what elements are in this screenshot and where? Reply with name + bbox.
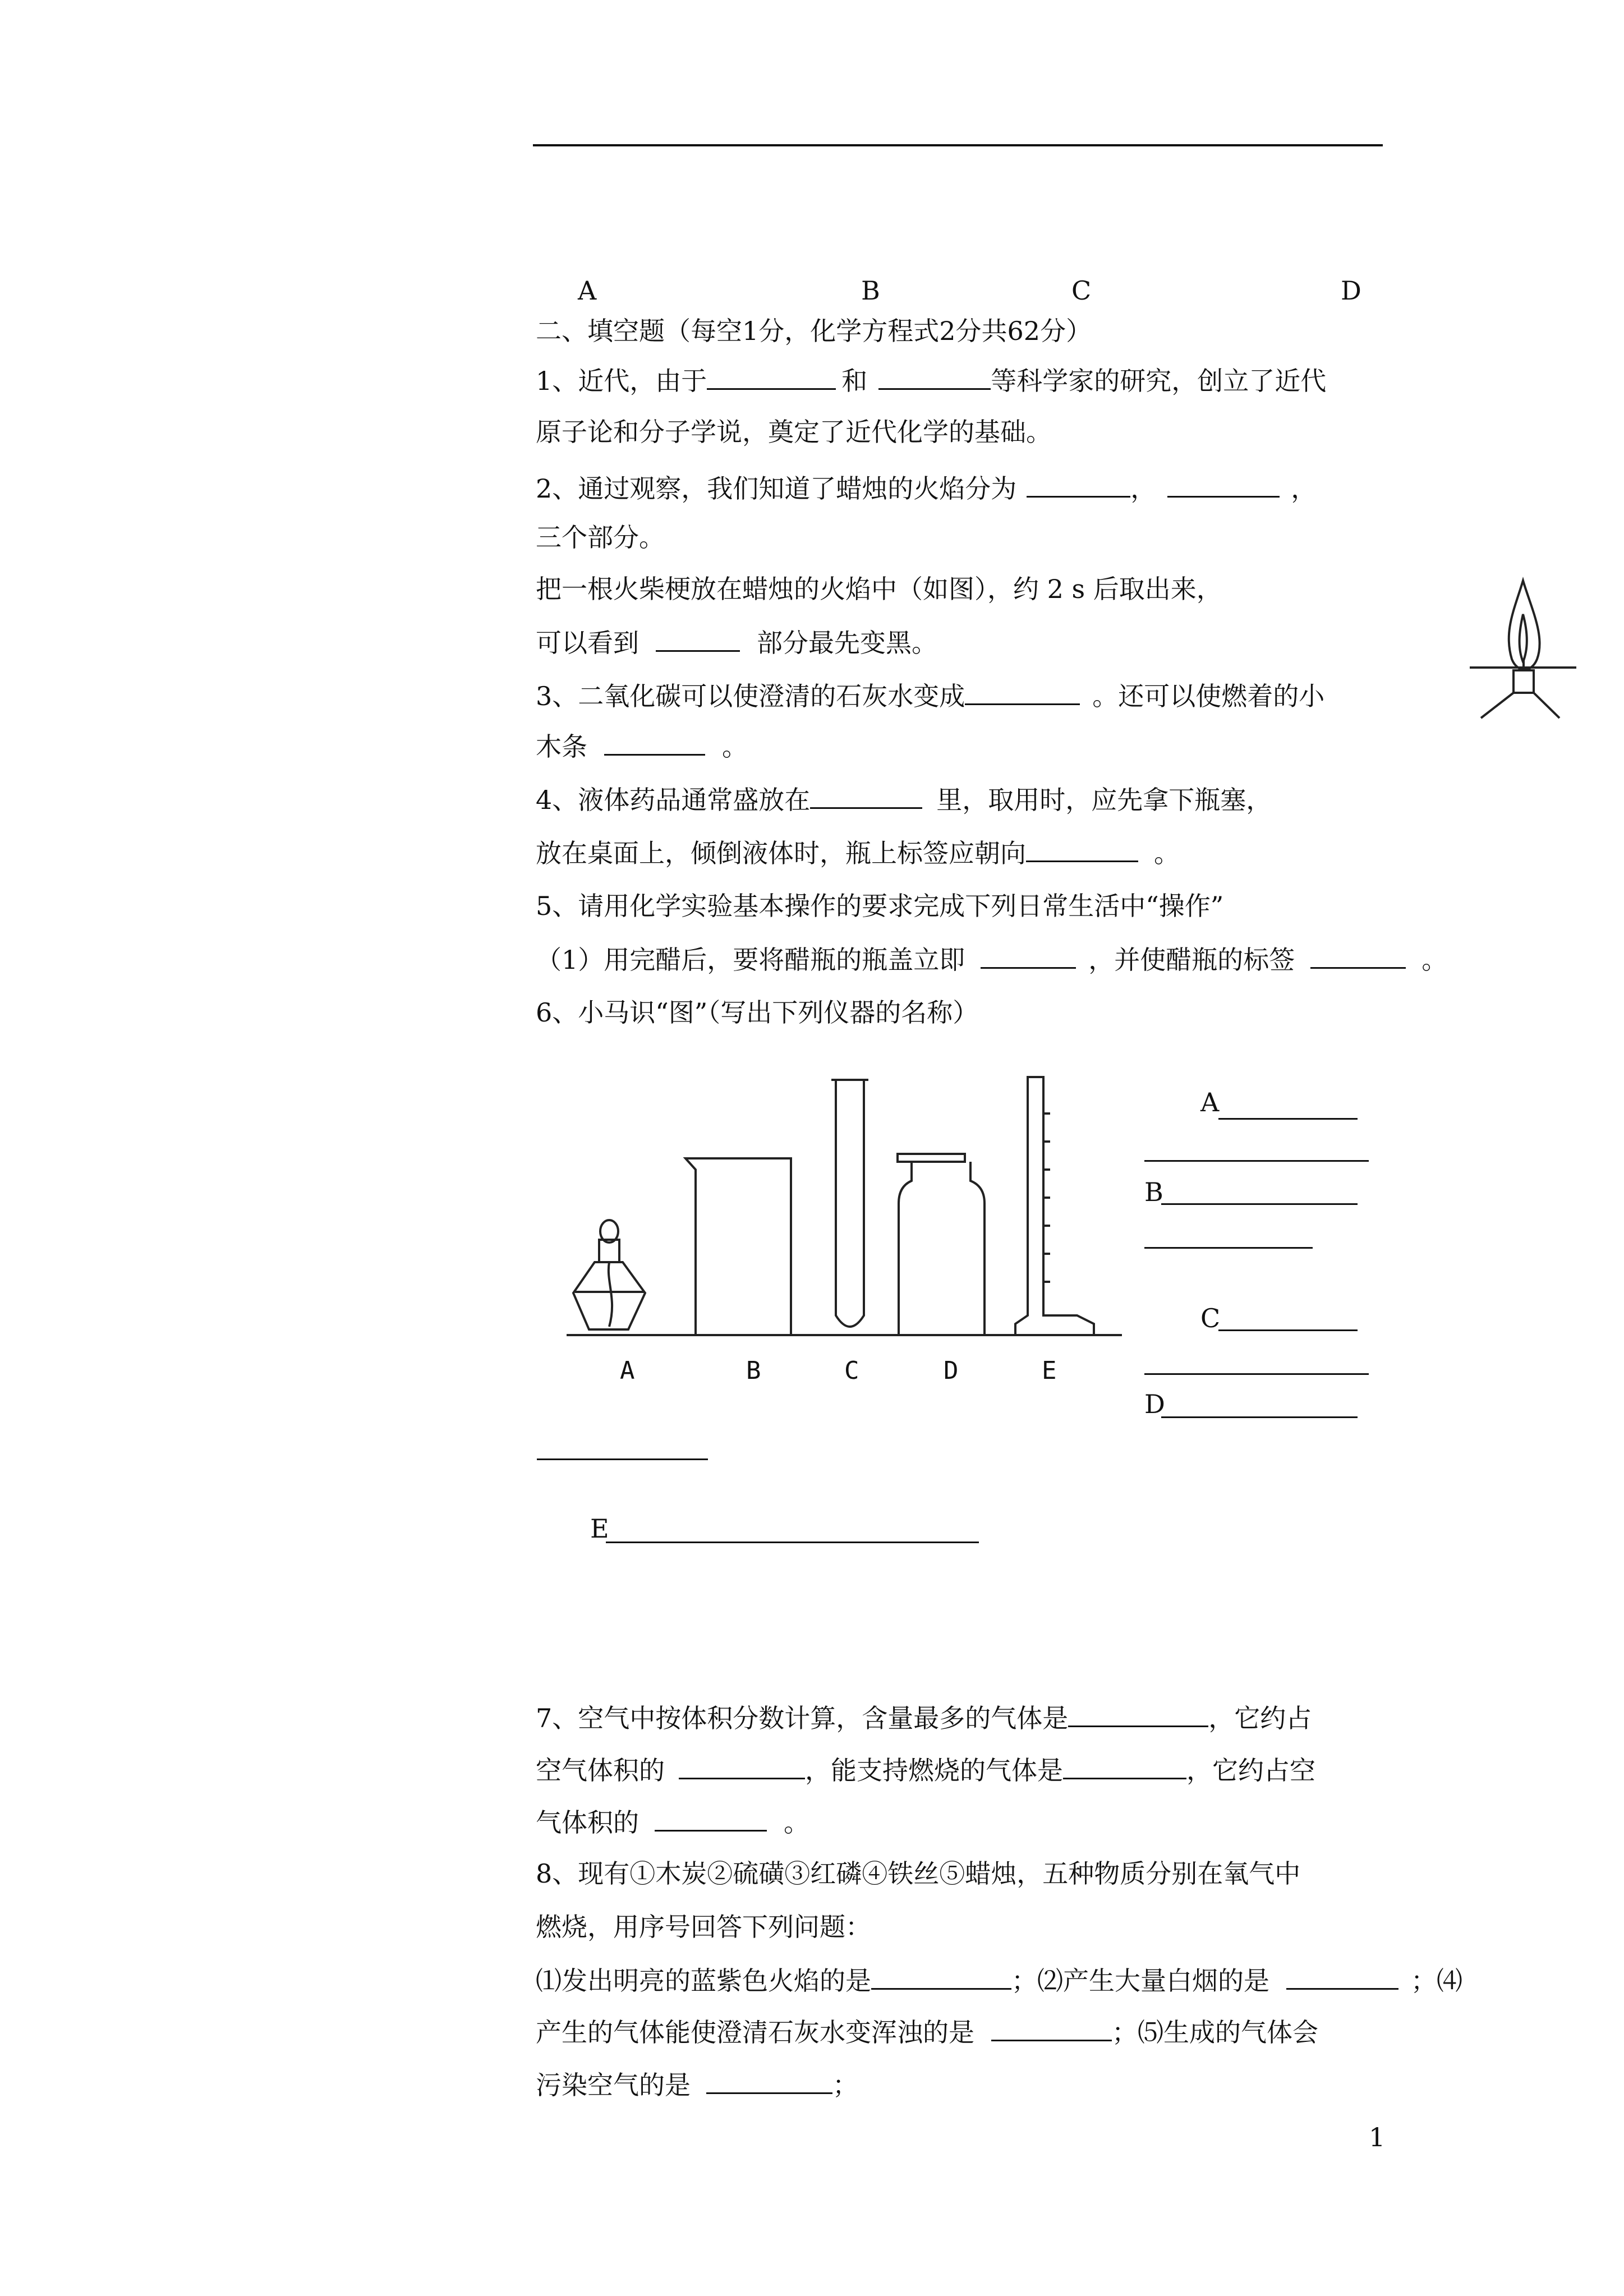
- choice-label-b: B: [861, 275, 880, 306]
- answer-blank[interactable]: [656, 625, 740, 652]
- question-2-line-3: 把一根火柴梗放在蜡烛的火焰中（如图），约 2 s 后取出来，: [536, 574, 1222, 604]
- section-title: 二、填空题（每空1分，化学方程式2分共62分）: [536, 316, 1092, 346]
- figure-label-c: C: [844, 1356, 859, 1385]
- question-8-line-3: ⑴发出明亮的蓝紫色火焰的是 ；⑵产生大量白烟的是 ；⑷: [536, 1963, 1462, 1998]
- answer-blank[interactable]: [810, 783, 922, 809]
- question-7-line-3: 气体积的 。: [536, 1805, 809, 1839]
- answer-blank-a-cont[interactable]: [1144, 1160, 1369, 1162]
- answer-blank-b-cont[interactable]: [1144, 1247, 1313, 1249]
- answer-blank[interactable]: [1310, 942, 1406, 969]
- question-2-line-2: 三个部分。: [536, 522, 665, 553]
- question-7-line-2: 空气体积的 ，能支持燃烧的气体是 ，它约占空: [536, 1753, 1315, 1787]
- answer-label-c: C: [1200, 1303, 1221, 1333]
- answer-blank[interactable]: [655, 1805, 767, 1832]
- question-5-line-2: （1）用完醋后，要将醋瓶的瓶盖立即 ，并使醋瓶的标签 。: [536, 942, 1447, 977]
- answer-blank[interactable]: [965, 679, 1080, 705]
- answer-blank[interactable]: [706, 2068, 832, 2094]
- answer-label-b: B: [1144, 1177, 1163, 1207]
- answer-blank[interactable]: [981, 942, 1076, 969]
- answer-blank-c-cont[interactable]: [1144, 1373, 1369, 1375]
- question-3-line-1: 3、二氧化碳可以使澄清的石灰水变成 。还可以使燃着的小: [536, 679, 1324, 713]
- answer-blank[interactable]: [1167, 471, 1280, 498]
- choice-label-d: D: [1341, 275, 1361, 306]
- answer-blank-d[interactable]: [1161, 1416, 1358, 1418]
- question-2-line-1: 2、通过观察，我们知道了蜡烛的火焰分为 ， ，: [536, 471, 1317, 505]
- candle-flame-diagram: [1470, 575, 1582, 726]
- lab-instruments-figure: [567, 1069, 1128, 1338]
- question-8-line-4: 产生的气体能使澄清石灰水变浑浊的是 ；⑸生成的气体会: [536, 2015, 1318, 2049]
- graduated-cylinder-icon: [1015, 1077, 1094, 1335]
- figure-label-b: B: [746, 1356, 761, 1385]
- answer-blank[interactable]: [604, 729, 705, 756]
- figure-label-e: E: [1042, 1356, 1057, 1385]
- answer-blank-c[interactable]: [1218, 1329, 1358, 1331]
- answer-blank[interactable]: [1026, 836, 1138, 862]
- choice-label-c: C: [1071, 275, 1092, 306]
- answer-blank-a[interactable]: [1218, 1118, 1358, 1120]
- question-8-line-5: 污染空气的是 ；: [536, 2068, 858, 2102]
- alcohol-lamp-icon: [573, 1220, 645, 1329]
- header-rule: [533, 144, 1383, 146]
- answer-blank[interactable]: [1063, 1753, 1186, 1779]
- question-8-line-1: 8、现有①木炭②硫磺③红磷④铁丝⑤蜡烛，五种物质分别在氧气中: [536, 1858, 1301, 1889]
- answer-blank[interactable]: [1286, 1963, 1398, 1990]
- page-number: 1: [1369, 2122, 1386, 2152]
- figure-label-a: A: [620, 1356, 635, 1385]
- question-5-line-1: 5、请用化学实验基本操作的要求完成下列日常生活中“操作”: [536, 891, 1224, 921]
- question-4-line-1: 4、液体药品通常盛放在 里，取用时，应先拿下瓶塞，: [536, 783, 1272, 817]
- choice-label-a: A: [578, 275, 597, 306]
- question-6-title: 6、小马识“图”（写出下列仪器的名称）: [536, 997, 979, 1028]
- answer-blank[interactable]: [878, 364, 991, 390]
- answer-blank[interactable]: [1068, 1701, 1208, 1727]
- question-1-line-2: 原子论和分子学说，奠定了近代化学的基础。: [536, 417, 1052, 447]
- answer-label-a: A: [1200, 1087, 1220, 1117]
- question-8-line-2: 燃烧，用序号回答下列问题：: [536, 1912, 871, 1942]
- answer-blank[interactable]: [679, 1753, 805, 1779]
- question-7-line-1: 7、空气中按体积分数计算，含量最多的气体是 ，它约占: [536, 1701, 1312, 1735]
- answer-blank-b[interactable]: [1161, 1203, 1358, 1205]
- question-3-line-2: 木条 。: [536, 729, 748, 763]
- answer-blank-d-cont[interactable]: [537, 1458, 708, 1460]
- test-tube-icon: [831, 1080, 868, 1327]
- answer-blank-e[interactable]: [606, 1542, 979, 1543]
- answer-blank[interactable]: [707, 364, 836, 390]
- question-2-line-4: 可以看到 部分最先变黑。: [536, 625, 937, 660]
- question-1-line-1: 1、近代，由于 和 等科学家的研究，创立了近代: [536, 364, 1326, 398]
- answer-label-e: E: [590, 1513, 609, 1544]
- answer-blank[interactable]: [871, 1963, 1011, 1990]
- reagent-bottle-icon: [898, 1154, 984, 1335]
- question-4-line-2: 放在桌面上，倾倒液体时，瓶上标签应朝向 。: [536, 836, 1180, 870]
- answer-blank[interactable]: [991, 2015, 1112, 2041]
- figure-label-d: D: [944, 1356, 959, 1385]
- answer-label-d: D: [1144, 1389, 1165, 1419]
- answer-blank[interactable]: [1027, 471, 1130, 498]
- beaker-icon: [686, 1158, 791, 1335]
